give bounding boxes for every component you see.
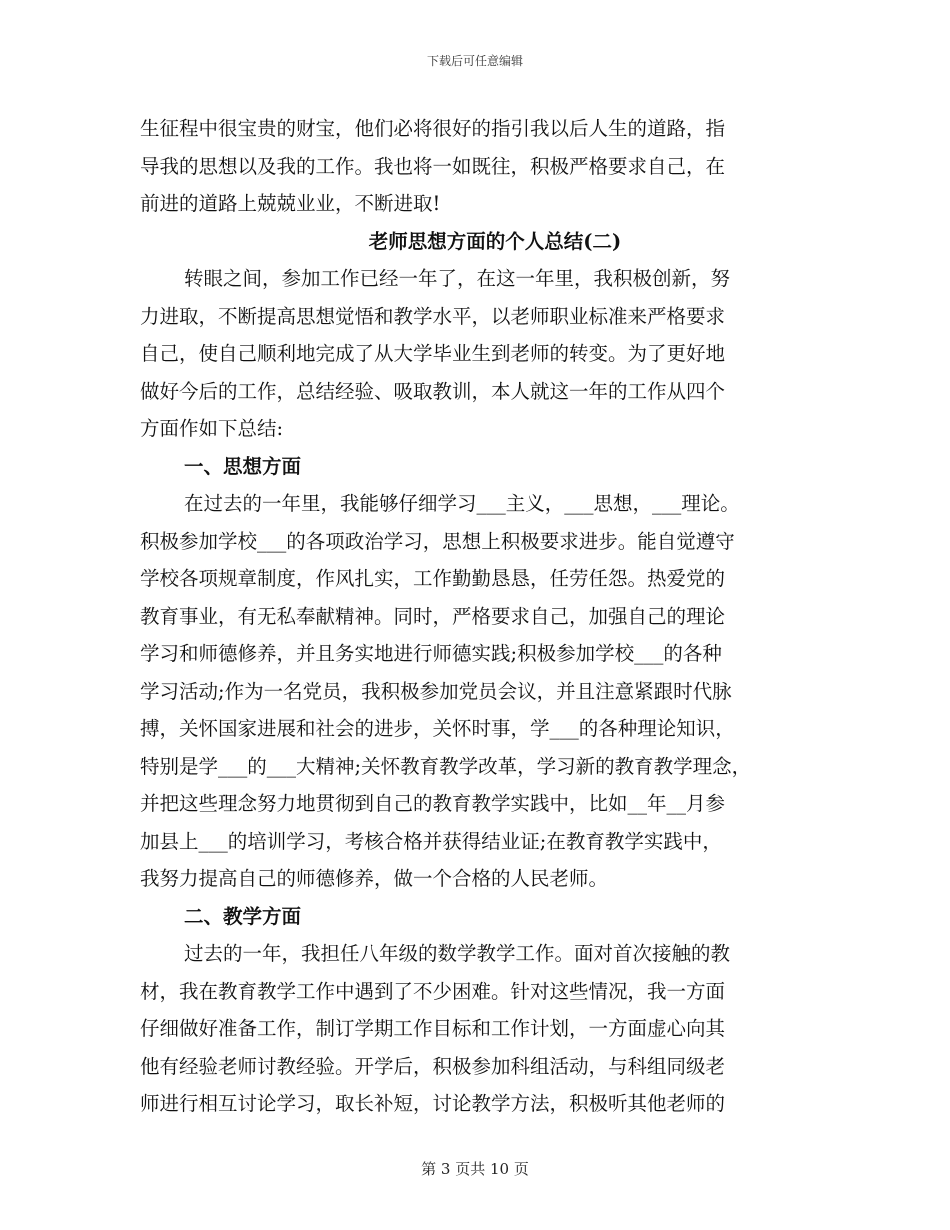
text-line: 并把这些理念努力地贯彻到自己的教育教学实践中，比如__年__月参 [140,792,726,815]
text-line: 转眼之间，参加工作已经一年了，在这一年里，我积极创新，努 [184,267,731,290]
text-line: 学习和师德修养，并且务实地进行师德实践;积极参加学校___的各种 [140,642,722,665]
page-header: 下载后可任意编辑 [426,54,523,68]
document-body [140,110,830,1123]
text-line: 生征程中很宝贵的财宝，他们必将很好的指引我以后人生的道路，指 [140,117,726,140]
text-line: 积极参加学校___的各项政治学习，思想上积极要求进步。能自觉遵守 [140,529,735,553]
text-line: 做好今后的工作，总结经验、吸取教训，本人就这一年的工作从四个 [140,379,726,403]
section-heading: 一、思想方面 [184,454,302,478]
text-line: 力进取，不断提高思想觉悟和教学水平，以老师职业标准来严格要求 [140,304,726,328]
text-line: 仔细做好准备工作，制订学期工作目标和工作计划，一方面虚心向其 [140,1017,726,1040]
text-line: 导我的思想以及我的工作。我也将一如既往，积极严格要求自己，在 [140,154,726,178]
section-heading: 二、教学方面 [184,904,302,928]
text-line: 学习活动;作为一名党员，我积极参加党员会议，并且注意紧跟时代脉 [140,679,732,703]
text-line: 教育事业，有无私奉献精神。同时，严格要求自己，加强自己的理论 [140,604,726,628]
text-line: 特别是学___的___大精神;关怀教育教学改革，学习新的教育教学理念， [140,754,752,778]
text-line: 加县上___的培训学习，考核合格并获得结业证;在教育教学实践中， [140,829,722,853]
text-line: 搏，关怀国家进展和社会的进步，关怀时事，学___的各种理论知识， [140,717,735,740]
text-line: 他有经验老师讨教经验。开学后，积极参加科组活动，与科组同级老 [140,1054,726,1078]
text-line: 我努力提高自己的师德修养，做一个合格的人民老师。 [140,867,609,890]
text-line: 学校各项规章制度，作风扎实，工作勤勤恳恳，任劳任怨。热爱党的 [140,567,726,590]
text-line: 前进的道路上兢兢业业，不断进取! [140,192,441,215]
text-line: 过去的一年，我担任八年级的数学教学工作。面对首次接触的教 [184,942,731,965]
section-title: 老师思想方面的个人总结(二) [368,229,622,253]
text-line: 方面作如下总结: [140,417,284,440]
text-line: 自己，使自己顺利地完成了从大学毕业生到老师的转变。为了更好地 [140,342,726,365]
text-line: 在过去的一年里，我能够仔细学习___主义，___思想，___理论。 [184,492,740,515]
text-line: 师进行相互讨论学习，取长补短，讨论教学方法，积极听其他老师的 [140,1092,726,1115]
page-footer: 第 3 页共 10 页 [421,1160,529,1178]
text-line: 材，我在教育教学工作中遇到了不少困难。针对这些情况，我一方面 [140,979,726,1003]
